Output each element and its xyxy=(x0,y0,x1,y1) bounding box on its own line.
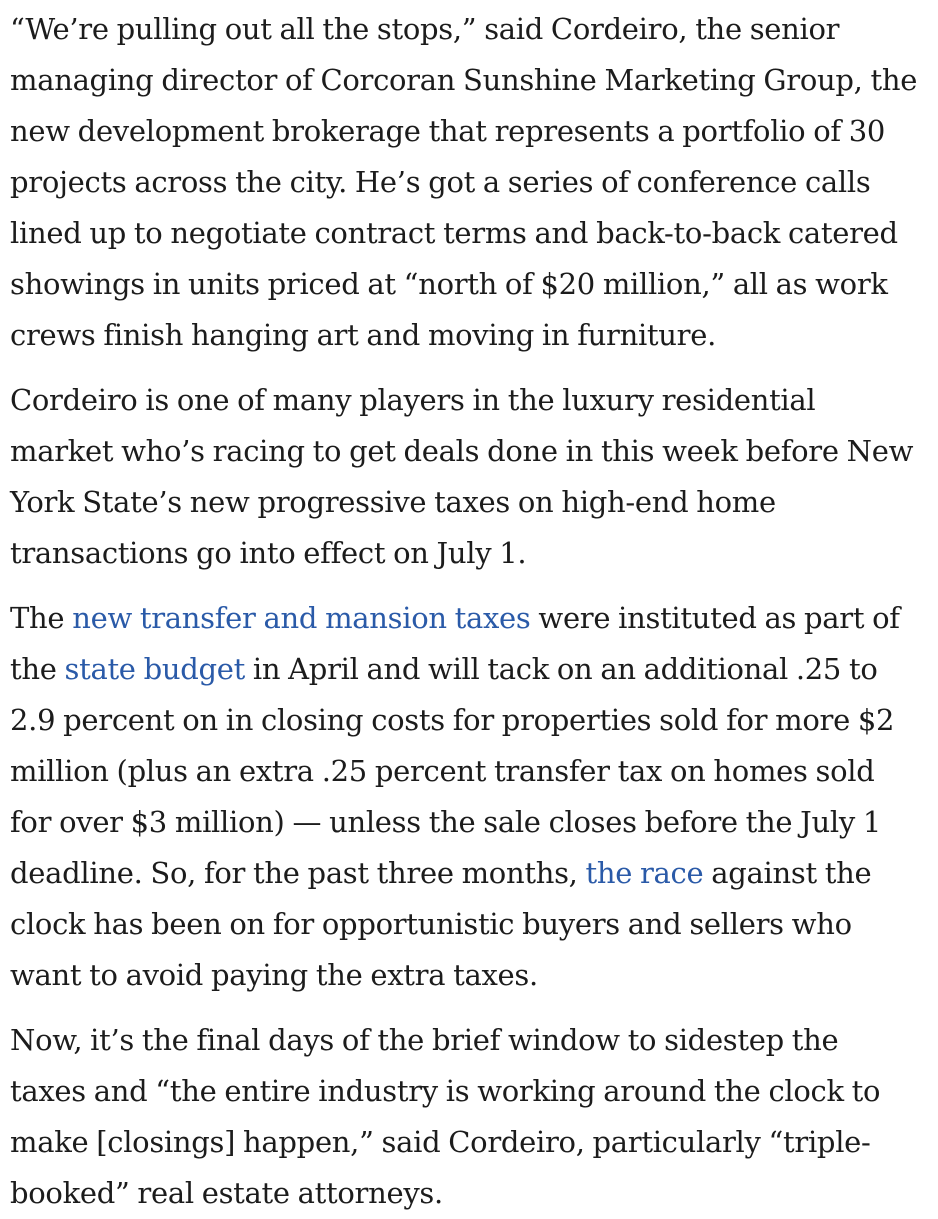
link-new-transfer-and-mansion-taxes[interactable]: new transfer and mansion taxes xyxy=(72,601,531,635)
paragraph-text: “We’re pulling out all the stops,” said Cordeiro, the senior managing director of Corcoran Sunshine Marketing Group, the new development brokerage that represents a portfolio of 30 projects across the city. He’s got a series of conference calls lined up to negotiate contract terms and back-to-back catered showings in units priced at “north of $20 million,” all as work crews finish hanging art and moving in furniture. xyxy=(10,12,918,352)
link-state-budget[interactable]: state budget xyxy=(64,652,245,686)
paragraph-4 xyxy=(10,1015,918,1219)
paragraph-1 xyxy=(10,4,918,361)
paragraph-text: The xyxy=(10,601,73,635)
paragraph-text: Now, it’s the final days of the brief window to sidestep the taxes and “the entire industry is working around the clock to make [closings] happen,” said Cordeiro, particularly “triple-booked” real estate attorneys. xyxy=(10,1023,881,1210)
paragraph-text: Cordeiro is one of many players in the luxury residential market who’s racing to get deals done in this week before New York State’s new progressive taxes on high-end home transactions go into effect on July 1. xyxy=(10,383,914,570)
paragraph-text: against the clock has been on for opportunistic buyers and sellers who want to avoid paying the extra taxes. xyxy=(10,856,872,992)
link-the-race[interactable]: the race xyxy=(585,856,704,890)
paragraph-2 xyxy=(10,375,918,579)
paragraph-text: were instituted as part of the xyxy=(10,601,900,686)
paragraph-text: in April and will tack on an additional .25 to 2.9 percent on in closing costs for properties sold for more $2 million (plus an extra .25 percent transfer tax on homes sold for over $3 million) — unless the sale closes before the July 1 deadline. So, for the past three months, xyxy=(10,652,895,890)
paragraph-3 xyxy=(10,593,918,1001)
